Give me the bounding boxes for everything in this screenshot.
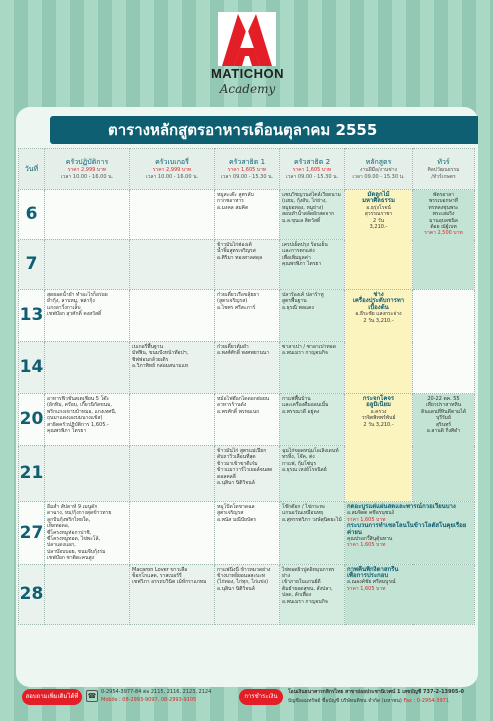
date-cell: 28 xyxy=(19,564,45,624)
cell-bakery xyxy=(130,394,215,446)
cell-demo2: ฉุนไก่ขอดหนุ่มโอเลิงเดนท์ ทรหิ้ง, โจ๊ค, ต่ง กาแฟ, กุ้มโซ่บุร อ.ธุรณ เหง่ย์โรจนิลย์ xyxy=(280,446,345,502)
row-27 xyxy=(19,502,475,565)
cell-craft-2: ช่าง เครื่องประดับการทา เบื้องต้น อ.ธีระชัย แสงกระจ่าง 2 วัน 3,210.- xyxy=(345,290,413,394)
cell-bakery: เบเกอรี่พื้นฐาน มัฟฟิน, ขนมปังหน้าท๊อปฯ, ชิฟฟอนกล้วยเดิร อ.วิภาพิทย์ กล่อมสนามแห xyxy=(130,342,215,394)
cell-tour-empty xyxy=(413,290,475,394)
cell-practice xyxy=(45,446,130,502)
cell-demo1: ก๋วยเตี๋ยวเรือขลุ้ยยา (สูตรเจริญรส) อ.ไชศร ศรีสะภาร์ xyxy=(215,290,280,342)
cell-demo2: ซาลาเปา / ซาลาเปาทอด อ.พนเมรา กาญจนกิจ xyxy=(280,342,345,394)
date-cell: 27 xyxy=(19,502,45,565)
payment-label: การชำระเงิน xyxy=(239,689,283,705)
cell-tour-2: 20-22 ตค. 55 เที่ยวปราสาทหิน ดินแดนที่หินดีตามได้ บุรีรัมย์ สุรินทร์ อ.สานดิ กิ่งศิดำ xyxy=(413,394,475,502)
enroll-label: สอบถามเพิ่มเติมได้ที่ xyxy=(22,689,82,705)
cell-demo2: กาแฟพื้นบ้าน และเครื่องดื่มออนเมิ้ม อ.พรรณวดี อยู่คง xyxy=(280,394,345,446)
account-name: บัญชีออมทรัพย์ ชื่อบัญชี บริษัทมติชน จำกัด (มหาชน) xyxy=(288,698,402,704)
cell-demo2: โช๊กต๊อก / ไข่กระทะ แกนอวัณเหมือนหยุ อ.สุทรรพวิภา วงษ์สุนิตยะไม้ xyxy=(280,502,345,565)
cell-craft-3: กระจกโคจร อลูมิเนียม อ.ครวง วรจิตพิทพร์พันธ์ 2 วัน 3,210.- xyxy=(345,394,413,502)
cell-practice xyxy=(45,564,130,624)
cell-demo1: ข้าวมันไก่ฮ่องเต้ น้ำจิ้มสูตรเจริญรส อ.ศิริมา ทองสาลสดุล xyxy=(215,240,280,290)
header-row xyxy=(19,149,475,190)
date-cell: 6 xyxy=(19,190,45,240)
cell-demo2: ปลาร้องเค้ ปลาร้าหู สูตรพื้นฐาน อ.ธุรณี พลแดง xyxy=(280,290,345,342)
col-demo2-header: ครัวสาธิต 2 ราคา 1,605 บาท เวลา 09.00 - 15.30 น. xyxy=(280,149,345,190)
bank-info: โอนเงินธนาคารกสิกรไทย สาขาย่อยประชานิเวศน์ 1 เลขบัญชี 737-2-13905-0 xyxy=(288,689,465,695)
date-cell: 21 xyxy=(19,446,45,502)
cell-demo2: แซนวิชญวนสไตล์เวียดนาม (แฮม, กุ้งสับ, ไก่ย่าง, หมูยอทอง, หมูย่าง) สอนทำน้ำสลัดผักสดจาก ม.ล.ขุนเล สิตวัสดิ์ xyxy=(280,190,345,240)
col-craft-header: หลักสูตร งานฝีมือ/งานช่าง เวลา 09.00 - 15.30 น. xyxy=(345,149,413,190)
row-28 xyxy=(19,564,475,624)
cell-practice xyxy=(45,342,130,394)
col-date-header: วันที่ xyxy=(19,149,45,190)
date-cell: 20 xyxy=(19,394,45,446)
cell-bakery xyxy=(130,240,215,290)
brand-name: MATICHON xyxy=(210,66,285,81)
cell-demo1: หมูโป้ดโดขาดฉล สูตรเจริญรส อ.พนัส มณีปัยบัตร xyxy=(215,502,280,565)
date-cell: 13 xyxy=(19,290,45,342)
cell-craft-1: มัดลูกไม้ มหาศิลธรรม อ.ธุรุ่งโรจน์ สุวรรณราชา 2 วัน 3,210.- xyxy=(345,190,413,290)
row-6 xyxy=(19,190,475,240)
cell-practice: อีมส่ำ สัปดาห์ 9 เมนูดัก ดาฉาง, หม/กุ้งกางสุดข้าวทาย ลูกปันกุ้งพริกไทยใด, เห็ดทอดอ, ซี่โครงหมูห่อกาปาชิ, ซี่โครงหมูทอด, ไข่พะโล้, ปลาแดงแอก, ปลาบ๊อบบอย, ขนมจีบกุ้งร่ม เชฟบ๊อก ชาติดะคนสูง xyxy=(45,502,130,565)
cell-bakery: Macaron Lover ขาวเลือ ช็อกโกแลต, ราสเบอร์รี่ เชฟวิภา อรรถบวินิต เม้ห์กราแกทม xyxy=(130,564,215,624)
row-20 xyxy=(19,394,475,446)
cell-craft-6: กาพคีนพิกงิตาสกรีน เพื่อการประกอบ อ.ณองค์ชัย ศรีสมบูรณ์ ราคา 1,605 บาท xyxy=(345,564,475,624)
matichon-a-logo-mark xyxy=(216,10,278,68)
cell-practice: อาหารฟิวชั่นสเตเชียน 5 โต๊ะ (ผักทิม, คร๊อบ, เกี๊ยวนิกัดขนม, พริกแกงเขาบบ้าหมอ, แกงเทศนี, ถุนมาแดงเองบมนางแข้ส) สาธิตครัวปฏิบัติการ 1,605.- คุณพรพิภา ไตรยา xyxy=(45,394,130,446)
col-tour-header: ทัวร์ ศิลปวัฒนธรรม /ทัวร์เกษตร xyxy=(413,149,475,190)
schedule-table xyxy=(18,148,475,625)
footer-contact xyxy=(16,686,478,710)
matichon-academy-logo xyxy=(180,8,315,106)
cell-bakery xyxy=(130,190,215,240)
cell-demo1: กาแฟนิ่งนี่ ข้าวหมวดย่าง ข้างบาทย็ยอนลสะบะท (ไก่ทอง, ไก่ทุก, ไก่แข่ง) อ.นุสินา นิติวิจนล์ xyxy=(215,564,280,624)
cell-demo1: ข้าวมันไก่ สูตรแม่เปียก ดับถาวิ่วเลือนที่สุด ข้าวมาเข้าขาดีเก๋ม ข้าวแมาวาร์ไวเยอล์จนสดดอลคลลี่ อ.นุสินา นิติวิจนล์ xyxy=(215,446,280,502)
cell-bakery xyxy=(130,290,215,342)
mobile-numbers[interactable]: Mobile : 08-2993-9097, 08-2993-9105 xyxy=(101,697,197,703)
cell-demo2: ไข่ทอดผิวปูดอิหมุนกาพรย่าง เข้าภายในแกนย์ดี ต้มยำยอดสุขน, สั่งปลา, ปลด, ลักเพื่อง อ.พนเมรา กาญจนกิจ xyxy=(280,564,345,624)
cell-craft-4-5: กดอะบูรแต่แผ่นสดและพารณ์กวอเวียนบาง อ.สมจิตต คชีอรนุชนง์ ราคา 1,605 บาท กระบวนการทำเซลโลนในข้าวโลตัสโนคุยเรือยค่ายน คุณปรอกวี้สินุตุ้นทาน ราคา 1,605 บาท xyxy=(345,502,475,565)
cell-practice xyxy=(45,240,130,290)
col-practice-kitchen-header: ครัวปฏิบัติการ ราคา 2,999 บาท เวลา 10.00 - 16.00 น. xyxy=(45,149,130,190)
phone-numbers[interactable]: 0-2954-3977-84 ต่อ 2115, 2116, 2123, 2124 xyxy=(101,689,212,695)
col-demo1-header: ครัวสาธิต 1 ราคา 1,605 บาท เวลา 09.00 - 15.30 น. xyxy=(215,149,280,190)
cell-practice: สุดยอดน้ำยำ ทำอะไรก็อร่อย ยำกุ้ง, ลาบหมู, พล่ากุ้ง แกงลาวิ้งกาเล็บ เชฟบ๊อก สุวศักดิ์ คงสวัสดิ์ xyxy=(45,290,130,342)
date-cell: 7 xyxy=(19,240,45,290)
cell-bakery xyxy=(130,502,215,565)
fax-number: Fax : 0-2954-3971 xyxy=(403,698,449,704)
cell-tour-1: พัตรอาลา พรรเบอกษาที่ ทรหลงชุนพระ พระเสมริง มานอุบลชนิล ต้อย ณัฐ์เบท ราคา 2,500 บาท xyxy=(413,190,475,290)
phone-icon: ☎ xyxy=(87,692,97,700)
cell-demo2: เครปเผ็ดปรุง ร้อนเย็น และการตกแต่ง เพื่อเพิ่มมูลค่า คุณพรพิภา ไตรยา xyxy=(280,240,345,290)
cell-demo1: หมูสะเต๊ะ สูตรลับ กากชอาหาร อ.มงคล สมคิด xyxy=(215,190,280,240)
page-title: ตารางหลักสูตรอาหารเดือนตุลาคม 2555 xyxy=(50,116,478,144)
date-cell: 14 xyxy=(19,342,45,394)
brand-sub: Academy xyxy=(219,82,276,96)
account-info xyxy=(288,697,449,705)
row-13 xyxy=(19,290,475,342)
col-bakery-header: ครัวเบเกอรี่ ราคา 2,999 บาท เวลา 10.00 - 16.00 น. xyxy=(130,149,215,190)
cell-practice xyxy=(45,190,130,240)
cell-bakery xyxy=(130,446,215,502)
cell-demo1: หม้อไฟฮ๊อกไดดอกฮ่อยน อาหารร้านดัง อ.พรศักดิ์ พรหมเนก xyxy=(215,394,280,446)
cell-demo1: ก๋วยเตี๋ยวต้มยำ อ.พงศ์ศักดิ์ พงศพยานนา xyxy=(215,342,280,394)
